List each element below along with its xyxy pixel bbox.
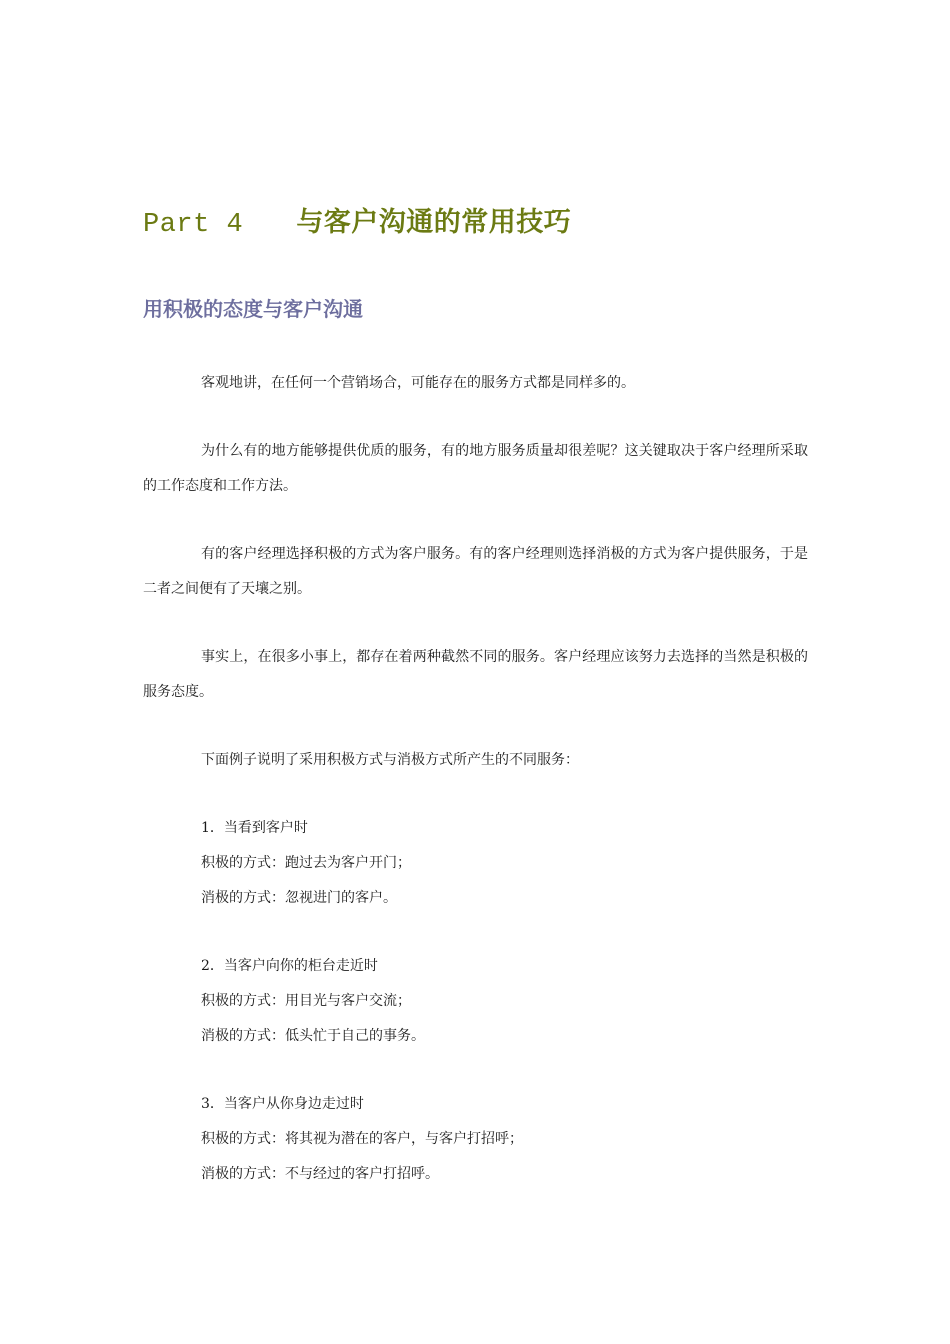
paragraph: 客观地讲，在任何一个营销场合，可能存在的服务方式都是同样多的。 <box>201 375 635 391</box>
part-title <box>143 200 571 240</box>
paragraph: 下面例子说明了采用积极方式与消极方式所产生的不同服务： <box>201 752 579 768</box>
part-title-text: 与客户沟通的常用技巧 <box>296 207 572 238</box>
example-negative: 消极的方式：低头忙于自己的事务。 <box>201 1028 425 1044</box>
example-heading: 3．当客户从你身边走过时 <box>201 1096 364 1112</box>
example-item <box>143 949 808 1054</box>
example-item <box>143 1087 808 1192</box>
part-label: Part 4 <box>143 210 244 240</box>
example-positive: 积极的方式：跑过去为客户开门； <box>201 855 411 871</box>
example-positive: 积极的方式：用目光与客户交流； <box>201 993 411 1009</box>
document-body <box>143 366 808 1225</box>
paragraph: 事实上，在很多小事上，都存在着两种截然不同的服务。客户经理应该努力去选择的当然是积极的服务态度。 <box>143 649 808 700</box>
example-item <box>143 811 808 916</box>
example-negative: 消极的方式：不与经过的客户打招呼。 <box>201 1166 439 1182</box>
example-heading: 2．当客户向你的柜台走近时 <box>201 958 378 974</box>
example-heading: 1．当看到客户时 <box>201 820 308 836</box>
paragraph: 为什么有的地方能够提供优质的服务，有的地方服务质量却很差呢？这关键取决于客户经理所采取的工作态度和工作方法。 <box>143 443 808 494</box>
example-positive: 积极的方式：将其视为潜在的客户，与客户打招呼； <box>201 1131 523 1147</box>
example-negative: 消极的方式：忽视进门的客户。 <box>201 890 397 906</box>
paragraph: 有的客户经理选择积极的方式为客户服务。有的客户经理则选择消极的方式为客户提供服务，于是二者之间便有了天壤之别。 <box>143 546 808 597</box>
section-title: 用积极的态度与客户沟通 <box>143 297 363 321</box>
